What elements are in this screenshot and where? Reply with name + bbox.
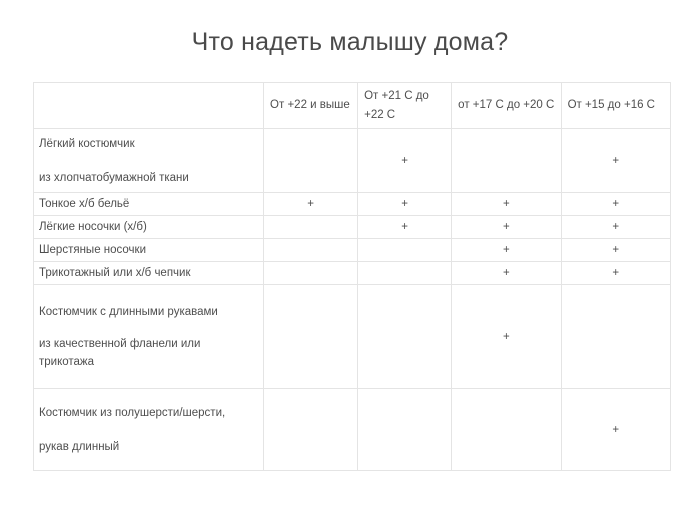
item-line-2: рукав длинный	[39, 440, 120, 453]
mark-cell	[358, 285, 452, 389]
mark-cell	[561, 285, 670, 389]
row-item-label: Лёгкие носочки (х/б)	[34, 216, 264, 239]
clothing-temperature-table	[33, 82, 671, 471]
page-title: Что надеть малышу дома?	[191, 28, 509, 56]
mark-cell: +	[561, 262, 670, 285]
mark-cell	[358, 239, 452, 262]
item-line-1: Костюмчик с длинными рукавами	[39, 305, 218, 318]
mark-cell: +	[452, 193, 561, 216]
item-line-2: из качественной фланели или трикотажа	[39, 337, 201, 368]
table-row	[34, 129, 671, 193]
header-temp-17-20: от +17 С до +20 С	[452, 83, 561, 129]
item-line-1: Лёгкий костюмчик	[39, 137, 135, 150]
mark-cell	[264, 262, 358, 285]
header-temp-21-22: От +21 С до +22 С	[358, 83, 452, 129]
mark-cell: +	[358, 129, 452, 193]
row-item-label	[34, 285, 264, 389]
table-row	[34, 193, 671, 216]
header-temp-22-plus: От +22 и выше	[264, 83, 358, 129]
mark-cell	[264, 285, 358, 389]
mark-cell: +	[358, 216, 452, 239]
table-row	[34, 389, 671, 471]
mark-cell	[452, 389, 561, 471]
table-row	[34, 285, 671, 389]
mark-cell: +	[561, 389, 670, 471]
row-item-label: Трикотажный или х/б чепчик	[34, 262, 264, 285]
mark-cell: +	[561, 239, 670, 262]
mark-cell	[452, 129, 561, 193]
table-row	[34, 262, 671, 285]
mark-cell	[264, 239, 358, 262]
mark-cell	[358, 262, 452, 285]
mark-cell: +	[358, 193, 452, 216]
row-item-label	[34, 129, 264, 193]
mark-cell: +	[452, 216, 561, 239]
header-empty-cell	[34, 83, 264, 129]
mark-cell: +	[561, 193, 670, 216]
mark-cell: +	[264, 193, 358, 216]
item-line-1: Костюмчик из полушерсти/шерсти,	[39, 406, 226, 419]
mark-cell	[264, 216, 358, 239]
mark-cell	[358, 389, 452, 471]
mark-cell: +	[561, 216, 670, 239]
row-item-label	[34, 389, 264, 471]
header-temp-15-16: От +15 до +16 С	[561, 83, 670, 129]
row-item-label: Тонкое х/б бельё	[34, 193, 264, 216]
item-line-2: из хлопчатобумажной ткани	[39, 171, 189, 184]
mark-cell	[264, 389, 358, 471]
mark-cell: +	[452, 239, 561, 262]
mark-cell: +	[561, 129, 670, 193]
table-row	[34, 216, 671, 239]
table-row	[34, 239, 671, 262]
mark-cell	[264, 129, 358, 193]
mark-cell: +	[452, 285, 561, 389]
row-item-label: Шерстяные носочки	[34, 239, 264, 262]
mark-cell: +	[452, 262, 561, 285]
table-header-row	[34, 83, 671, 129]
